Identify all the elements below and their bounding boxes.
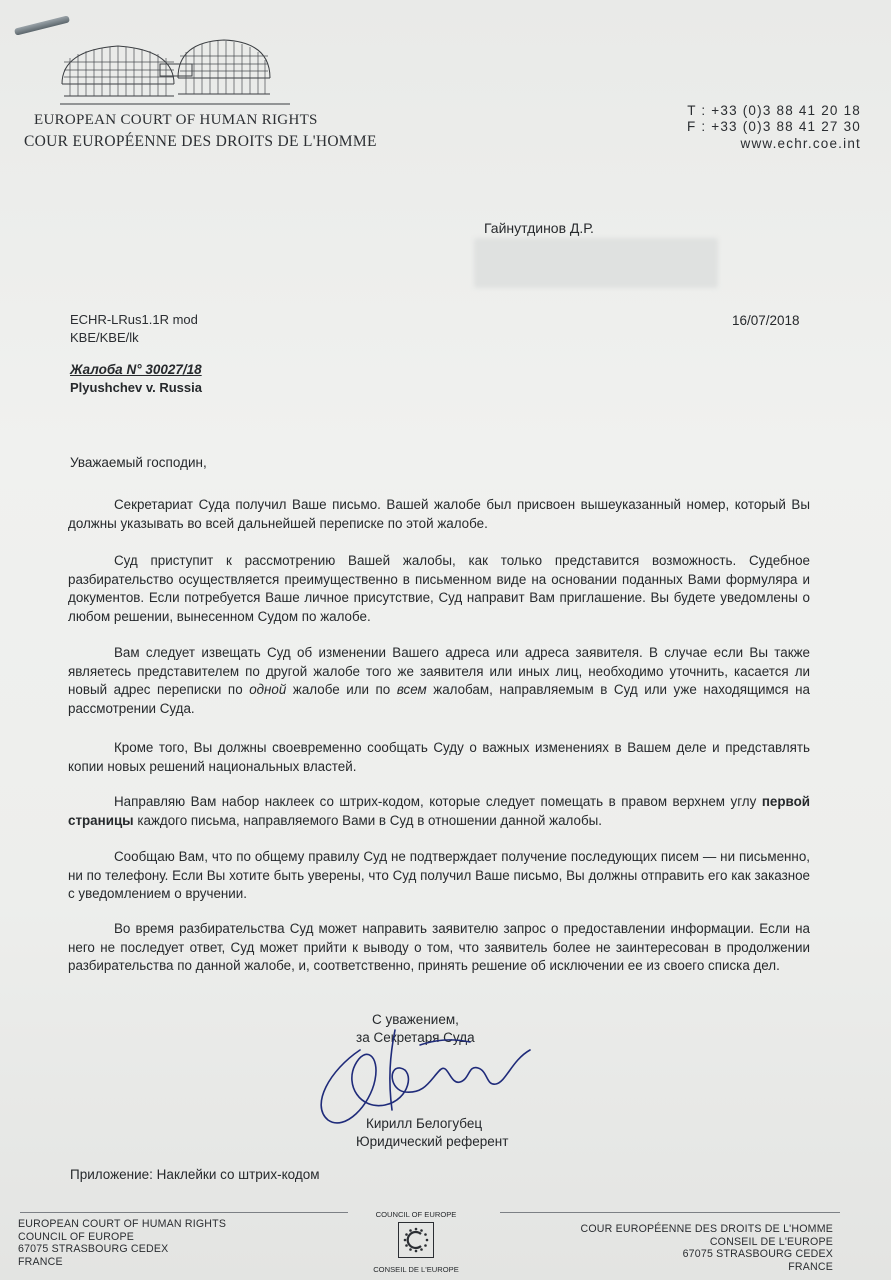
letter-date: 16/07/2018 (732, 313, 800, 328)
footer-address-en (18, 1218, 226, 1268)
paragraph-2: Суд приступит к рассмотрению Вашей жалобы, как только представится возможность. Судебное разбирательство осуществляется преимущественно в письменном виде на основании поданных Вами формуляра и документов. Если потребуется Ваше личное присутствие, Суд направит Вам приглашение. Вы будете уведомлены о любом решении, вынесенном Судом по жалобе. (68, 553, 810, 624)
court-name-en: EUROPEAN COURT OF HUMAN RIGHTS (34, 112, 318, 128)
paragraph-3-part-a: Вам следует извещать Суд об изменении Вашего адреса или адреса заявителя. В случае если Вы также являетесь представителем по другой жалобе того же заявителя или иных лиц, необходимо уточнить, касается ли новый адрес переписки по (68, 645, 810, 698)
footer-divider-right (500, 1212, 840, 1213)
paragraph-4: Кроме того, Вы должны своевременно сообщать Суду о важных изменениях в Вашем деле и представлять копии новых решений национальных властей. (68, 740, 810, 774)
signatory-name: Кирилл Белогубец (366, 1116, 483, 1131)
application-number: Жалоба N° 30027/18 (70, 362, 202, 377)
footer-fr-line-2: CONSEIL DE L'EUROPE (709, 1235, 833, 1248)
phone-number: T : +33 (0)3 88 41 20 18 (687, 103, 861, 118)
recipient-name: Гайнутдинов Д.Р. (484, 220, 594, 236)
coe-label-en: COUNCIL OF EUROPE (375, 1210, 457, 1219)
paragraph-7: Во время разбирательства Суд может направить заявителю запрос о предоставлении информации. Если на него не последует ответ, Суд может прийти к выводу о том, что заявитель более не заинтересован в продолжении разбирательства по данной жалобе, и, соответственно, принять решение об исключении ее из своего списка дел. (68, 921, 810, 974)
on-behalf-of: за Секретаря Суда (356, 1030, 475, 1045)
footer-en-line-3: 67075 STRASBOURG CEDEX (18, 1243, 169, 1256)
paragraph-1: Секретариат Суда получил Ваше письмо. Вашей жалобе был присвоен вышеуказанный номер, который Вы должны указывать во всей дальнейшей переписке по этой жалобе. (68, 497, 810, 531)
paragraph-5-part-a: Направляю Вам набор наклеек со штрих-кодом, которые следует помещать в правом верхнем углу (114, 794, 762, 809)
case-title: Plyushchev v. Russia (70, 380, 202, 395)
footer-en-line-1: EUROPEAN COURT OF HUMAN RIGHTS (18, 1218, 227, 1230)
paragraph-3 (68, 644, 810, 718)
fax-number: F : +33 (0)3 88 41 27 30 (686, 119, 861, 134)
paragraph-6: Сообщаю Вам, что по общему правилу Суд не подтверждает получение последующих писем — ни письменно, ни по телефону. Если Вы хотите быть уверены, что Суд получил Ваше письмо, Вы должны отправить его как заказное с уведомлением о вручении. (68, 849, 810, 902)
paragraph-5-bold: первой страницы (68, 794, 810, 828)
paragraph-3-part-c: жалобам, направляемым в Суд или уже находящимся на рассмотрении Суда. (68, 682, 810, 716)
footer-fr-line-1: COUR EUROPÉENNE DES DROITS DE L'HOMME (580, 1223, 833, 1235)
coe-emblem-icon (398, 1222, 434, 1258)
paragraph-3-part-b: жалобе или по (286, 682, 397, 698)
redacted-address (474, 238, 718, 288)
paragraph-5 (68, 793, 810, 830)
footer-en-line-2: COUNCIL OF EUROPE (18, 1230, 135, 1243)
closing-phrase: С уважением, (372, 1012, 459, 1027)
paragraph-5-part-b: каждого письма, направляемого Вами в Суд в отношении данной жалобы. (133, 812, 602, 828)
court-name-fr: COUR EUROPÉENNE DES DROITS DE L'HOMME (24, 133, 377, 150)
court-building-logo-icon (60, 36, 290, 112)
coe-label-fr: CONSEIL DE L'EUROPE (373, 1265, 459, 1274)
greeting: Уважаемый господин, (70, 455, 207, 470)
footer-fr-line-4: FRANCE (788, 1260, 833, 1273)
paragraph-3-emphasis-all: всем (396, 682, 427, 698)
council-of-europe-logo (372, 1210, 460, 1272)
attachment-note: Приложение: Наклейки со штрих-кодом (70, 1167, 320, 1182)
footer-address-fr (580, 1223, 833, 1273)
pen-icon (14, 15, 70, 35)
reference-code: ECHR-LRus1.1R mod (70, 312, 198, 327)
footer-fr-line-3: 67075 STRASBOURG CEDEX (682, 1248, 833, 1261)
website-url: www.echr.coe.int (740, 136, 861, 151)
reference-initials: KBE/KBE/lk (70, 330, 139, 345)
handwritten-signature-icon (300, 1010, 540, 1130)
paragraph-3-emphasis-one: одной (249, 682, 287, 698)
footer-en-line-4: FRANCE (18, 1255, 63, 1268)
signatory-title: Юридический референт (356, 1134, 509, 1149)
footer-divider-left (20, 1212, 348, 1213)
